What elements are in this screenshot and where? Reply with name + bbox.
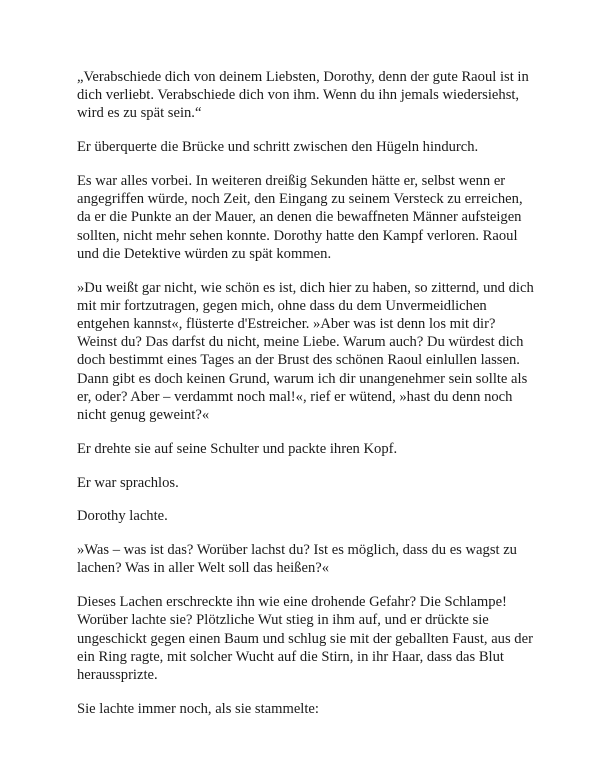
paragraph-10: Sie lachte immer noch, als sie stammelte: — [77, 700, 319, 717]
document-page — [77, 68, 537, 734]
paragraph-5: Er drehte sie auf seine Schulter und packte ihren Kopf. — [77, 440, 398, 457]
paragraph-3: Es war alles vorbei. In weiteren dreißig Sekunden hätte er, selbst wenn er angegriffen würde, noch Zeit, den Eingang zu seinem Versteck zu erreichen, da er die Punkte an der Mauer, an denen die bewaffneten Männer aufsteigen sollten, nicht mehr sehen konnte. Dorothy hatte den Kampf verloren. Raoul und die Detektive würden zu spät kommen. — [77, 173, 523, 262]
paragraph-9: Dieses Lachen erschreckte ihn wie eine drohende Gefahr? Die Schlampe! Worüber lachte sie? Plötzliche Wut stieg in ihm auf, und er drückte sie ungeschickt gegen einen Baum und schlug sie mit der geballten Faust, aus der ein Ring ragte, mit solcher Wucht auf die Stirn, in ihr Haar, dass das Blut heraussprizte. — [77, 594, 533, 684]
paragraph-6: Er war sprachlos. — [77, 474, 179, 491]
paragraph-1: „Verabschiede dich von deinem Liebsten, Dorothy, denn der gute Raoul ist in dich verliebt. Verabschiede dich von ihm. Wenn du ihn jemals wiedersiehst, wird es zu spät sein.“ — [77, 69, 529, 122]
paragraph-7: Dorothy lachte. — [77, 508, 168, 525]
paragraph-2: Er überquerte die Brücke und schritt zwischen den Hügeln hindurch. — [77, 139, 479, 156]
paragraph-8: »Was – was ist das? Worüber lachst du? Ist es möglich, dass du es wagst zu lachen? Was in aller Welt soll das heißen?« — [77, 542, 517, 577]
paragraph-4: »Du weißt gar nicht, wie schön es ist, dich hier zu haben, so zitternd, und dich mit mir fortzutragen, gegen mich, ohne dass du dem Unvermeidlichen entgehen kannst«, flüsterte d'Estreicher. »Aber was ist denn los mit dir? Weinst du? Das darfst du nicht, meine Liebe. Warum auch? Du würdest dich doch bestimmt eines Tages an der Brust des schönen Raoul einlullen lassen. Dann gibt es doch keinen Grund, warum ich dir unangenehmer sein sollte als er, oder? Aber – verdammt noch mal!«, rief er wütend, »hast du denn noch nicht genug geweint?« — [77, 279, 534, 424]
